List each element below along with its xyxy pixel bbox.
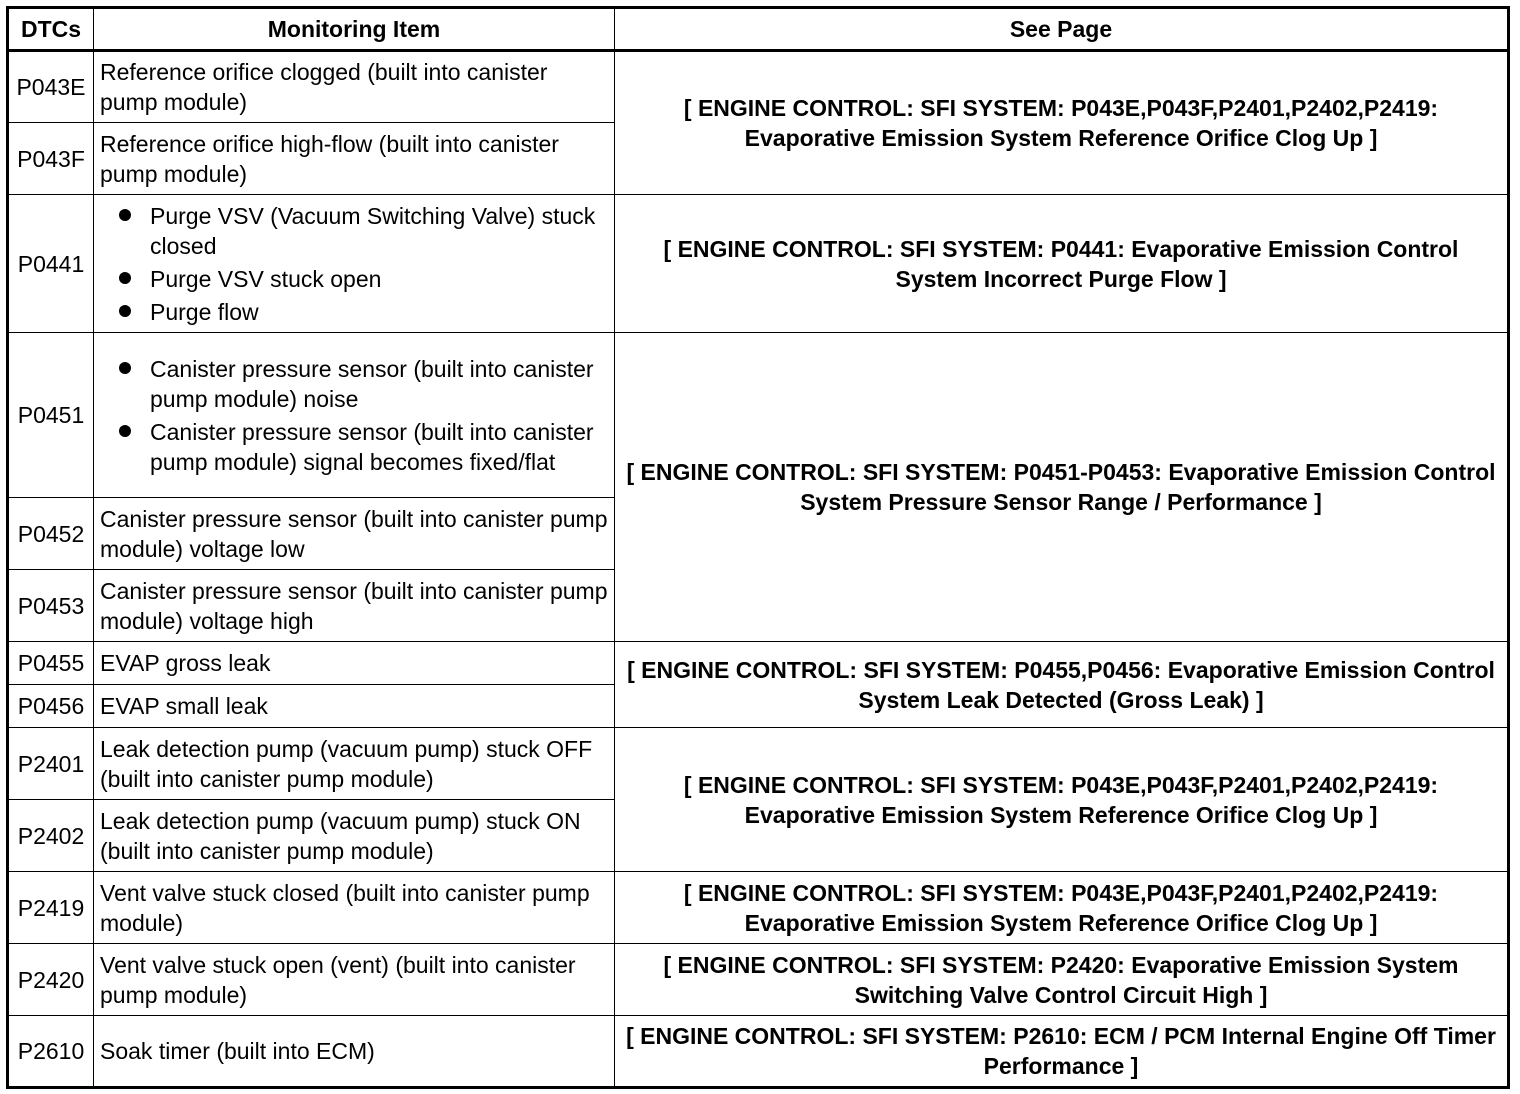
header-monitoring-item: Monitoring Item <box>94 8 615 51</box>
dtc-code: P043E <box>8 51 94 123</box>
list-item: Canister pressure sensor (built into canister pump module) signal becomes fixed/flat <box>150 415 608 478</box>
dtc-code: P0452 <box>8 498 94 570</box>
monitoring-item-list <box>100 199 608 328</box>
monitoring-item: Reference orifice high-flow (built into canister pump module) <box>94 123 615 195</box>
dtc-code: P2420 <box>8 944 94 1016</box>
monitoring-item-list <box>100 352 608 478</box>
table-row <box>8 944 1509 1016</box>
see-page-link[interactable]: [ ENGINE CONTROL: SFI SYSTEM: P043E,P043F,P2401,P2402,P2419: Evaporative Emission System Reference Orifice Clog Up ] <box>615 728 1509 872</box>
monitoring-item: EVAP gross leak <box>94 642 615 685</box>
header-dtcs: DTCs <box>8 8 94 51</box>
monitoring-item: Reference orifice clogged (built into canister pump module) <box>94 51 615 123</box>
table-row <box>8 1016 1509 1088</box>
dtc-code: P0456 <box>8 685 94 728</box>
monitoring-item: Soak timer (built into ECM) <box>94 1016 615 1088</box>
header-see-page: See Page <box>615 8 1509 51</box>
dtc-code: P0451 <box>8 333 94 498</box>
table-row <box>8 195 1509 333</box>
table-row <box>8 872 1509 944</box>
see-page-link[interactable]: [ ENGINE CONTROL: SFI SYSTEM: P2610: ECM / PCM Internal Engine Off Timer Performance ] <box>615 1016 1509 1088</box>
monitoring-item <box>94 195 615 333</box>
table-row <box>8 333 1509 498</box>
monitoring-item: Canister pressure sensor (built into canister pump module) voltage high <box>94 570 615 642</box>
see-page-link[interactable]: [ ENGINE CONTROL: SFI SYSTEM: P2420: Evaporative Emission System Switching Valve Control Circuit High ] <box>615 944 1509 1016</box>
see-page-link[interactable]: [ ENGINE CONTROL: SFI SYSTEM: P0451-P0453: Evaporative Emission Control System Pressure Sensor Range / Performance ] <box>615 333 1509 642</box>
dtc-code: P2610 <box>8 1016 94 1088</box>
monitoring-item: Canister pressure sensor (built into canister pump module) voltage low <box>94 498 615 570</box>
monitoring-item: Leak detection pump (vacuum pump) stuck ON (built into canister pump module) <box>94 800 615 872</box>
list-item: Purge flow <box>150 295 608 328</box>
monitoring-item: Vent valve stuck open (vent) (built into canister pump module) <box>94 944 615 1016</box>
see-page-link[interactable]: [ ENGINE CONTROL: SFI SYSTEM: P0455,P0456: Evaporative Emission Control System Leak Detected (Gross Leak) ] <box>615 642 1509 728</box>
dtc-code: P0455 <box>8 642 94 685</box>
see-page-link[interactable]: [ ENGINE CONTROL: SFI SYSTEM: P043E,P043F,P2401,P2402,P2419: Evaporative Emission System Reference Orifice Clog Up ] <box>615 51 1509 195</box>
dtc-code: P2401 <box>8 728 94 800</box>
dtc-code: P0453 <box>8 570 94 642</box>
list-item: Purge VSV stuck open <box>150 262 608 295</box>
dtc-code: P2402 <box>8 800 94 872</box>
dtc-code: P0441 <box>8 195 94 333</box>
dtc-code: P043F <box>8 123 94 195</box>
monitoring-item: Leak detection pump (vacuum pump) stuck OFF (built into canister pump module) <box>94 728 615 800</box>
table-header-row <box>8 8 1509 51</box>
table-row <box>8 728 1509 800</box>
see-page-link[interactable]: [ ENGINE CONTROL: SFI SYSTEM: P0441: Evaporative Emission Control System Incorrect Purge Flow ] <box>615 195 1509 333</box>
monitoring-item: Vent valve stuck closed (built into canister pump module) <box>94 872 615 944</box>
table-row <box>8 51 1509 123</box>
list-item: Canister pressure sensor (built into canister pump module) noise <box>150 352 608 415</box>
list-item: Purge VSV (Vacuum Switching Valve) stuck closed <box>150 199 608 262</box>
see-page-link[interactable]: [ ENGINE CONTROL: SFI SYSTEM: P043E,P043F,P2401,P2402,P2419: Evaporative Emission System Reference Orifice Clog Up ] <box>615 872 1509 944</box>
dtc-code: P2419 <box>8 872 94 944</box>
table-row <box>8 642 1509 685</box>
monitoring-item <box>94 333 615 498</box>
monitoring-item: EVAP small leak <box>94 685 615 728</box>
dtc-table <box>6 6 1510 1089</box>
